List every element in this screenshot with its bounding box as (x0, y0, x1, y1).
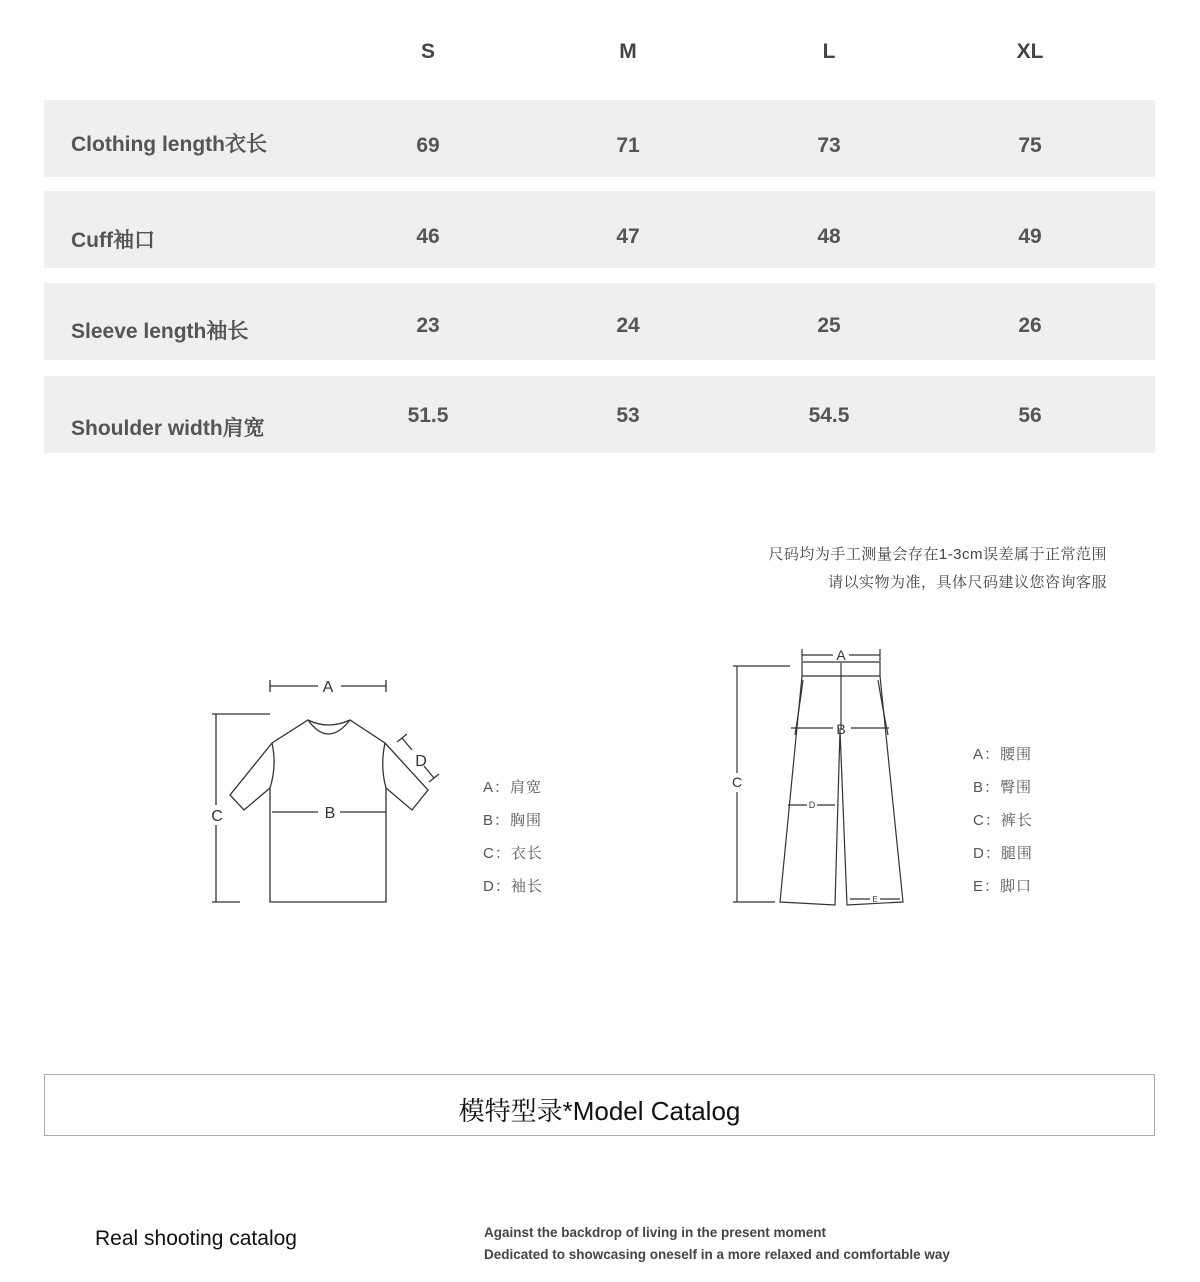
marker-e: E (872, 895, 878, 904)
row-value-xl: 56 (1018, 404, 1042, 427)
row-label: Cuff袖口 (71, 229, 155, 252)
catalog-description-line: Against the backdrop of living in the present moment (484, 1225, 827, 1240)
row-value-m: 71 (616, 134, 640, 157)
model-catalog-banner (44, 1074, 1155, 1136)
dim-tick (397, 734, 407, 742)
row-label: Shoulder width肩宽 (71, 417, 265, 440)
size-s-header: S (420, 40, 435, 63)
legend-item: D：袖长 (483, 878, 543, 895)
marker-d: D (415, 753, 427, 770)
pants-pocket-left (795, 680, 803, 735)
row-value-s: 46 (416, 225, 440, 248)
measurement-note-line1: 尺码均为手工测量会存在1-3cm误差属于正常范围 (768, 546, 1107, 563)
size-m-header: M (619, 40, 637, 63)
size-l-header: L (822, 40, 836, 63)
size-row-sleeve-length (44, 283, 1155, 360)
legend-item: C：衣长 (483, 845, 543, 862)
dim-line-d-upper (402, 738, 412, 750)
row-value-m: 24 (616, 314, 640, 337)
row-value-s: 23 (416, 314, 440, 337)
row-value-m: 47 (616, 225, 640, 248)
marker-b: B (324, 805, 336, 822)
row-value-xl: 75 (1018, 134, 1042, 157)
row-value-m: 53 (616, 404, 640, 427)
size-row-cuff (44, 191, 1155, 268)
row-value-xl: 26 (1018, 314, 1042, 337)
row-value-l: 73 (817, 134, 841, 157)
marker-c: C (211, 808, 223, 825)
row-value-l: 54.5 (808, 404, 850, 427)
marker-d: D (808, 800, 816, 810)
row-value-l: 25 (817, 314, 841, 337)
marker-b: B (836, 721, 846, 737)
marker-a: A (836, 647, 846, 663)
size-xl-header: XL (1016, 40, 1044, 63)
measurement-note-line2: 请以实物为准，具体尺码建议您咨询客服 (827, 574, 1107, 591)
tshirt-diagram (200, 670, 450, 915)
size-row-shoulder-width (44, 376, 1155, 453)
pants-legend (973, 744, 1033, 909)
legend-item: A：腰围 (973, 746, 1033, 763)
row-value-s: 69 (416, 134, 440, 157)
legend-item: D：腿围 (973, 845, 1033, 862)
size-table-header (0, 40, 1200, 80)
tshirt-sleeve-seam-left (270, 743, 274, 788)
pants-diagram (725, 640, 925, 915)
legend-item: E：脚口 (973, 878, 1033, 895)
marker-c: C (731, 774, 743, 790)
row-value-l: 48 (817, 225, 841, 248)
dim-tick (429, 774, 439, 782)
tshirt-sleeve-seam-right (383, 743, 386, 788)
marker-a: A (322, 679, 334, 696)
legend-item: A：肩宽 (483, 779, 543, 796)
row-value-s: 51.5 (407, 404, 449, 427)
catalog-description-line: Dedicated to showcasing oneself in a more relaxed and comfortable way (484, 1247, 950, 1262)
model-catalog-title: 模特型录*Model Catalog (458, 1096, 741, 1126)
tshirt-legend (483, 777, 543, 909)
pants-pocket-right (878, 680, 888, 735)
size-row-clothing-length (44, 100, 1155, 177)
legend-item: B：胸围 (483, 812, 543, 829)
row-label: Clothing length衣长 (71, 133, 267, 156)
real-shooting-catalog-label: Real shooting catalog (95, 1227, 297, 1250)
row-label: Sleeve length袖长 (71, 320, 249, 343)
legend-item: C：裤长 (973, 812, 1033, 829)
legend-item: B：臀围 (973, 779, 1033, 796)
row-value-xl: 49 (1018, 225, 1042, 248)
catalog-description (484, 1223, 950, 1267)
